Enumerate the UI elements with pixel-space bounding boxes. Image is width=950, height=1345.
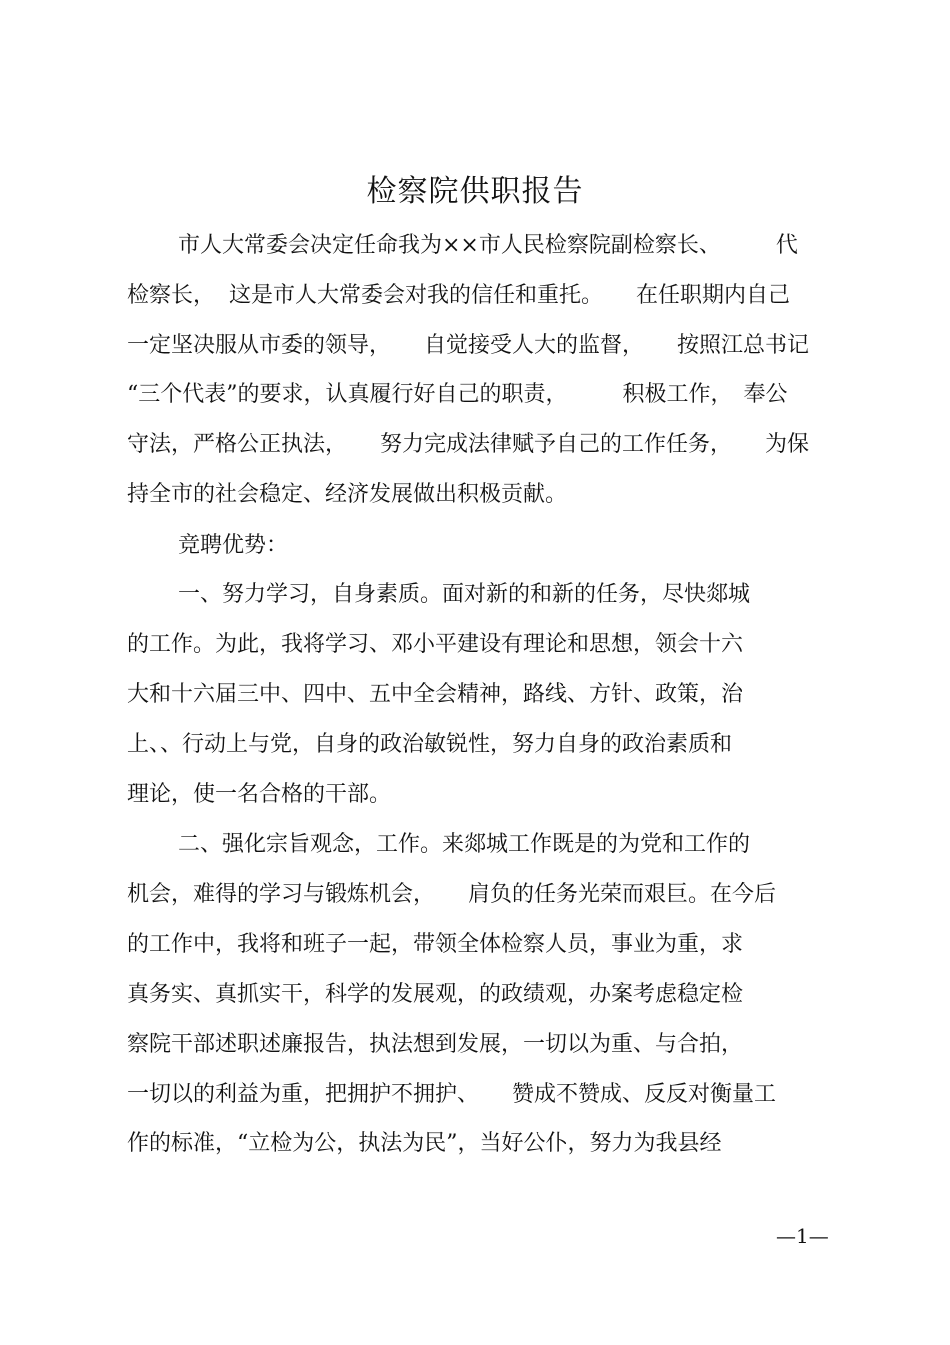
text-line-8: 一、努力学习，自身素质。面对新的和新的任务，尽快郯城 xyxy=(178,582,751,607)
text-line-15: 的工作中，我将和班子一起，带领全体检察人员，事业为重，求 xyxy=(127,932,744,957)
text-line-9: 的工作。为此，我将学习、邓小平建设有理论和思想，领会十六 xyxy=(127,632,744,657)
text-line-11: 上、、行动上与党，自身的政治敏锐性，努力自身的政治素质和 xyxy=(127,732,733,757)
text-line-6: 持全市的社会稳定、经济发展做出积极贡献。 xyxy=(127,482,568,507)
text-line-5: 守法，严格公正执法， 努力完成法律赋予自己的工作任务， 为保 xyxy=(127,432,810,457)
page-number: —1— xyxy=(776,1224,829,1248)
document-title: 检察院供职报告 xyxy=(366,174,584,209)
text-line-16: 真务实、真抓实干，科学的发展观，的政绩观，办案考虑稳定检 xyxy=(127,982,744,1007)
text-line-12: 理论，使一名合格的干部。 xyxy=(127,782,392,807)
text-line-1: 市人大常委会决定任命我为××市人民检察院副检察长、 代 xyxy=(178,233,798,258)
text-line-4: “三个代表”的要求，认真履行好自己的职责， 积极工作， 奉公 xyxy=(127,382,788,407)
text-line-14: 机会，难得的学习与锻炼机会， 肩负的任务光荣而艰巨。在今后 xyxy=(127,882,777,907)
text-line-18: 一切以的利益为重，把拥护不拥护、 赞成不赞成、反反对衡量工 xyxy=(127,1082,777,1107)
text-line-10: 大和十六届三中、四中、五中全会精神，路线、方针、政策，治 xyxy=(127,682,744,707)
text-line-3: 一定坚决服从市委的领导， 自觉接受人大的监督， 按照江总书记 xyxy=(127,333,810,358)
section-heading: 竞聘优势： xyxy=(178,533,289,558)
text-line-19: 作的标准，“立检为公，执法为民”，当好公仆，努力为我县经 xyxy=(127,1131,722,1156)
text-line-2: 检察长， 这是市人大常委会对我的信任和重托。 在任职期内自己 xyxy=(127,283,790,308)
text-line-17: 察院干部述职述廉报告，执法想到发展，一切以为重、与合拍， xyxy=(127,1032,744,1057)
text-line-13: 二、强化宗旨观念，工作。来郯城工作既是的为党和工作的 xyxy=(178,832,751,857)
